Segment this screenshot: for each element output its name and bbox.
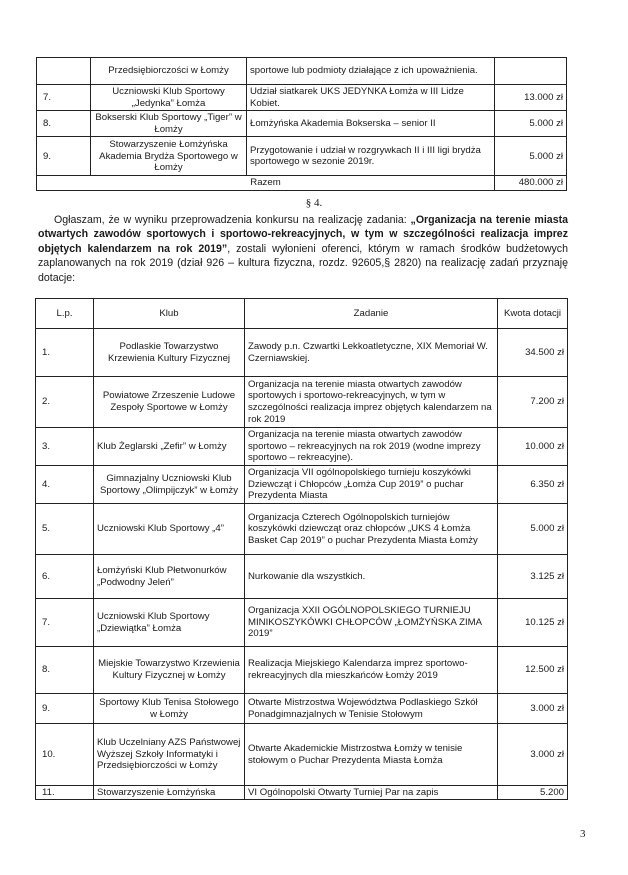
grant-amount: 3.125 zł [498,555,568,599]
header-task: Zadanie [245,299,498,329]
table-row [37,85,567,111]
row-number: 8. [37,111,91,137]
task-description: VI Ogólnopolski Otwarty Turniej Par na zapis [245,786,498,800]
task-description: Otwarte Akademickie Mistrzostwa Łomży w tenisie stołowym o Puchar Prezydenta Miasta Łomża [245,724,498,786]
row-number: 6. [36,555,94,599]
row-number: 9. [36,694,94,724]
club-name: Miejskie Towarzystwo Krzewienia Kultury Fizycznej w Łomży [94,647,245,694]
grant-amount: 10.125 zł [498,599,568,647]
row-number: 1. [36,329,94,377]
grant-amount: 10.000 zł [498,428,568,466]
task-description: Realizacja Miejskiego Kalendarza imprez sportowo-rekreacyjnych dla mieszkańców Łomży 2019 [245,647,498,694]
club-name: Stowarzyszenie Łomżyńska [94,786,245,800]
table-row [36,647,568,694]
task-description: Otwarte Mistrzostwa Województwa Podlaskiego Szkół Ponadgimnazjalnych w Tenisie Stołowym [245,694,498,724]
table-row [37,137,567,176]
header-club: Klub [94,299,245,329]
row-number: 7. [37,85,91,111]
table-row [36,329,568,377]
club-name: Klub Uczelniany AZS Państwowej Wyższej Szkoły Informatyki i Przedsiębiorczości w Łomży [94,724,245,786]
task-description: Łomżyńska Akademia Bokserska – senior II [247,111,495,137]
grant-amount: 5.000 zł [498,504,568,555]
club-name: Stowarzyszenie Łomżyńska Akademia Brydża Sportowego w Łomży [91,137,247,176]
row-number: 11. [36,786,94,800]
grant-amount: 3.000 zł [498,694,568,724]
task-description: Nurkowanie dla wszystkich. [245,555,498,599]
table-row [36,377,568,428]
table-row [36,786,568,800]
header-lp: L.p. [36,299,94,329]
paragraph-intro: Ogłaszam, że w wyniku przeprowadzenia konkursu na realizację zadania: [54,214,411,226]
row-number: 2. [36,377,94,428]
grant-amount: 13.000 zł [495,85,567,111]
task-description: Organizacja na terenie miasta otwartych zawodów sportowych i sportowo-rekreacyjnych, w tym w szczególności realizacja imprez objętych kalendarzem na rok 2019 [245,377,498,428]
grant-amount: 3.000 zł [498,724,568,786]
announcement-paragraph [38,213,568,285]
club-name: Uczniowski Klub Sportowy „Jedynka” Łomża [91,85,247,111]
club-name: Podlaskie Towarzystwo Krzewienia Kultury Fizycznej [94,329,245,377]
row-number: 10. [36,724,94,786]
row-number: 4. [36,466,94,504]
task-description: Organizacja na terenie miasta otwartych zawodów sportowo – rekreacyjnych na rok 2019 (wodne imprezy sportowo – rekreacyjne). [245,428,498,466]
header-amount: Kwota dotacji [498,299,568,329]
grant-amount: 7.200 zł [498,377,568,428]
row-number: 7. [36,599,94,647]
total-label: Razem [37,176,495,191]
table-row [36,694,568,724]
row-number: 3. [36,428,94,466]
grant-amount: 6.350 zł [498,466,568,504]
row-number [37,58,91,85]
paragraph-rest: , zostali wyłonieni oferenci, którym w ramach środków budżetowych zaplanowanych na rok 2019 (dział 926 – kultura fizyczna, rozdz. 92605,§ 2820) na realizację zadań przyznaję dotacje: [38,242,568,284]
task-description: Zawody p.n. Czwartki Lekkoatletyczne, XIX Memoriał W. Czerniawskiej. [245,329,498,377]
task-title: „Organizacja na terenie miasta otwartych zawodów sportowych i sportowo-rekreacyjnych, w tym w szczególności realizacja imprez objętych kalendarzem na rok 2019” [38,214,569,255]
task-description: sportowe lub podmioty działające z ich upoważnienia. [247,58,495,85]
club-name: Sportowy Klub Tenisa Stołowego w Łomży [94,694,245,724]
club-name: Powiatowe Zrzeszenie Ludowe Zespoły Sportowe w Łomży [94,377,245,428]
club-name: Bokserski Klub Sportowy „Tiger” w Łomży [91,111,247,137]
grant-amount [495,58,567,85]
row-number: 9. [37,137,91,176]
club-name: Gimnazjalny Uczniowski Klub Sportowy „Olimpijczyk” w Łomży [94,466,245,504]
table-row [36,466,568,504]
club-name: Uczniowski Klub Sportowy „Dziewiątka” Łomża [94,599,245,647]
page-number: 3 [580,828,586,840]
grant-amount: 5.000 zł [495,111,567,137]
row-number: 8. [36,647,94,694]
grant-table [35,298,568,800]
task-description: Organizacja Czterech Ogólnopolskich turniejów koszykówki dziewcząt oraz chłopców „UKS 4 Łomża Basket Cap 2019” o puchar Prezydenta Miasta Łomży [245,504,498,555]
grant-amount: 34.500 zł [498,329,568,377]
grant-table-continued [36,57,567,191]
table-row [36,599,568,647]
section-heading: § 4. [305,197,323,209]
total-row [37,176,567,191]
grant-amount: 5.200 [498,786,568,800]
grant-amount: 5.000 zł [495,137,567,176]
table-header-row [36,299,568,329]
club-name: Łomżyński Klub Płetwonurków „Podwodny Jeleń” [94,555,245,599]
task-description: Przygotowanie i udział w rozgrywkach II i III ligi brydża sportowego w sezonie 2019r. [247,137,495,176]
club-name: Przedsiębiorczości w Łomży [91,58,247,85]
row-number: 5. [36,504,94,555]
total-amount: 480.000 zł [495,176,567,191]
club-name: Uczniowski Klub Sportowy „4” [94,504,245,555]
grant-amount: 12.500 zł [498,647,568,694]
table-row [37,111,567,137]
task-description: Organizacja VII ogólnopolskiego turnieju koszykówki Dziewcząt i Chłopców „Łomża Cup 2019” o puchar Prezydenta Miasta [245,466,498,504]
task-description: Udział siatkarek UKS JEDYNKA Łomża w III Lidze Kobiet. [247,85,495,111]
table-row [36,428,568,466]
club-name: Klub Żeglarski „Zefir” w Łomży [94,428,245,466]
table-row [36,504,568,555]
table-row [36,555,568,599]
table-row [36,724,568,786]
table-row [37,58,567,85]
task-description: Organizacja XXII OGÓLNOPOLSKIEGO TURNIEJU MINIKOSZYKÓWKI CHŁOPCÓW „ŁOMŻYŃSKA ZIMA 2019” [245,599,498,647]
